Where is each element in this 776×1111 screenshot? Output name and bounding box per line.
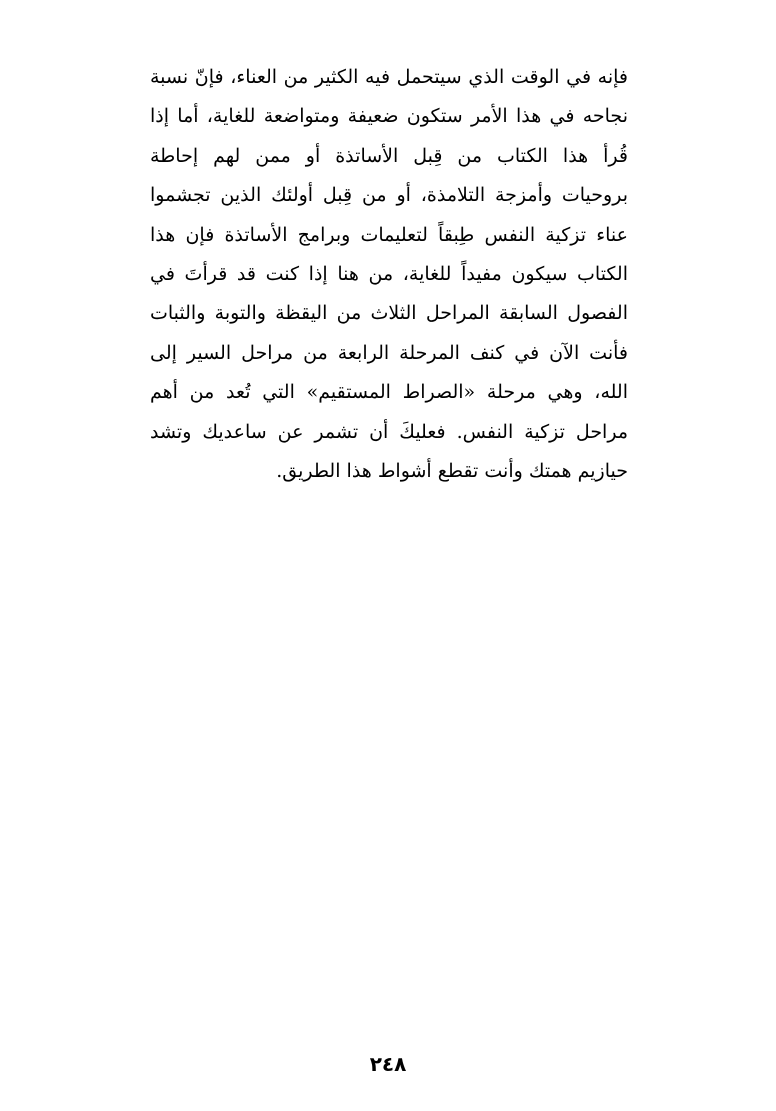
text-line: قُرأ هذا الكتاب من قِبل الأساتذة أو ممن لهم إحاطة xyxy=(150,144,628,167)
text-line: مراحل تزكية النفس. فعليكَ أن تشمر عن ساعديك وتشد xyxy=(150,420,628,443)
text-line: بروحيات وأمزجة التلامذة، أو من قِبل أولئك الذين تجشموا xyxy=(150,184,628,207)
text-line: الفصول السابقة المراحل الثلاث من اليقظة والتوبة والثبات xyxy=(150,302,628,325)
text-line: نجاحه في هذا الأمر ستكون ضعيفة ومتواضعة للغاية، أما إذا xyxy=(150,105,628,128)
text-line: فإنه في الوقت الذي سيتحمل فيه الكثير من العناء، فإنّ نسبة xyxy=(150,66,628,88)
body-text xyxy=(150,58,628,491)
text-line: حيازيم همتك وأنت تقطع أشواط هذا الطريق. xyxy=(276,459,628,482)
text-line: الله، وهي مرحلة «الصراط المستقيم» التي تُعد من أهم xyxy=(150,381,628,404)
text-line: فأنت الآن في كنف المرحلة الرابعة من مراحل السير إلى xyxy=(150,341,628,364)
page-number: ٢٤٨ xyxy=(369,1052,407,1076)
text-line: عناء تزكية النفس طِبقاً لتعليمات وبرامج الأساتذة فإن هذا xyxy=(150,223,628,246)
text-line: الكتاب سيكون مفيداً للغاية، من هنا إذا كنت قد قرأتَ في xyxy=(150,262,628,285)
